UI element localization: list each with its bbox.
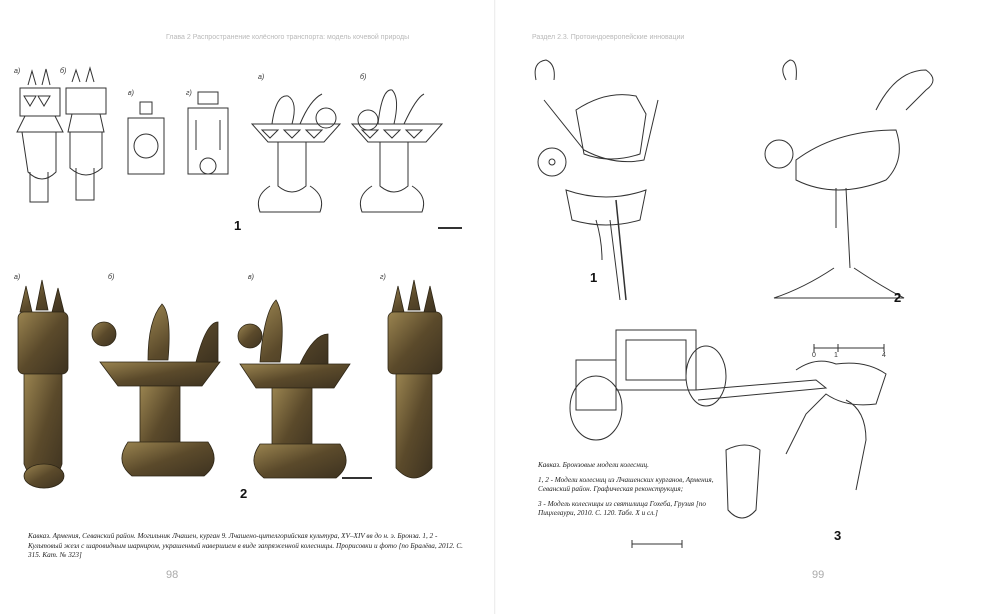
drawing-staff-a xyxy=(17,69,63,202)
scale-label-0: 0 xyxy=(812,352,816,359)
figure-label-1: 1 xyxy=(234,218,242,233)
photo-sublabel-c: в) xyxy=(248,274,254,281)
drawing-sublabel-d: г) xyxy=(186,90,192,97)
right-figure-label-2: 2 xyxy=(894,290,902,305)
drawing-sublabel-f: б) xyxy=(360,74,367,81)
drawing-sublabel-b: б) xyxy=(60,68,67,75)
drawing-staff-b xyxy=(66,68,106,200)
right-figure-label-3: 3 xyxy=(834,528,842,543)
photo-sublabel-d: г) xyxy=(380,274,386,281)
caption-title: Кавказ. Бронзовые модели колесниц. xyxy=(538,461,649,469)
left-running-header: Глава 2 Распространение колёсного транспорта: модель кочевой природы xyxy=(166,34,410,41)
drawing-sublabel-a: а) xyxy=(14,68,21,75)
drawing-chariot-b xyxy=(352,90,442,212)
photo-staff-d xyxy=(388,280,442,478)
drawing-model-2 xyxy=(765,60,933,298)
photo-figure-2 xyxy=(0,272,495,512)
drawing-sublabel-e: а) xyxy=(258,74,265,81)
right-figure-caption xyxy=(538,461,728,524)
photo-staff-a xyxy=(18,280,68,488)
photo-chariot-c xyxy=(238,300,350,478)
left-page-number: 98 xyxy=(166,569,179,581)
right-figure-label-1: 1 xyxy=(590,270,598,285)
caption-line-1: 1, 2 - Модели колесниц из Лчашенских курганов, Армения, Севанский район. Графическая реконструкция; xyxy=(538,475,714,493)
figure-label-2: 2 xyxy=(240,486,248,501)
scale-label-1: 1 xyxy=(834,352,838,359)
right-running-header: Раздел 2.3. Протоиндоевропейские инновации xyxy=(532,34,685,41)
photo-sublabel-b: б) xyxy=(108,274,115,281)
drawing-sublabel-c: в) xyxy=(128,90,134,97)
drawing-chariot-a xyxy=(252,94,340,212)
drawing-scheme-d xyxy=(188,92,228,174)
drawing-scheme-c xyxy=(128,102,164,174)
line-drawing-figure-1 xyxy=(0,60,495,300)
scale-label-4: 4 xyxy=(882,352,886,359)
right-page-number: 99 xyxy=(812,569,825,581)
left-figure-caption: Кавказ. Армения, Севанский район. Могильник Лчашен, курган 9. Лчашено-цителгорийская культура, XV–XIV вв до н. э. Бронза. 1, 2 - Культовый жезл с шаровидным шарниром, украшенный навершием в виде запряженной колесницы. Прорисовки и фото [по Бралёва, 2012. С. 315. Кат. № 323] xyxy=(28,532,463,559)
photo-sublabel-a: а) xyxy=(14,274,21,281)
right-page xyxy=(496,0,991,614)
photo-chariot-b xyxy=(92,304,220,476)
left-page xyxy=(0,0,495,614)
caption-line-2: 3 - Модель колесницы из святилища Гохеба, Грузия [по Пицхелаури, 2010. С. 120. Табл. X и сл.] xyxy=(538,499,706,517)
drawing-model-1 xyxy=(535,60,658,300)
